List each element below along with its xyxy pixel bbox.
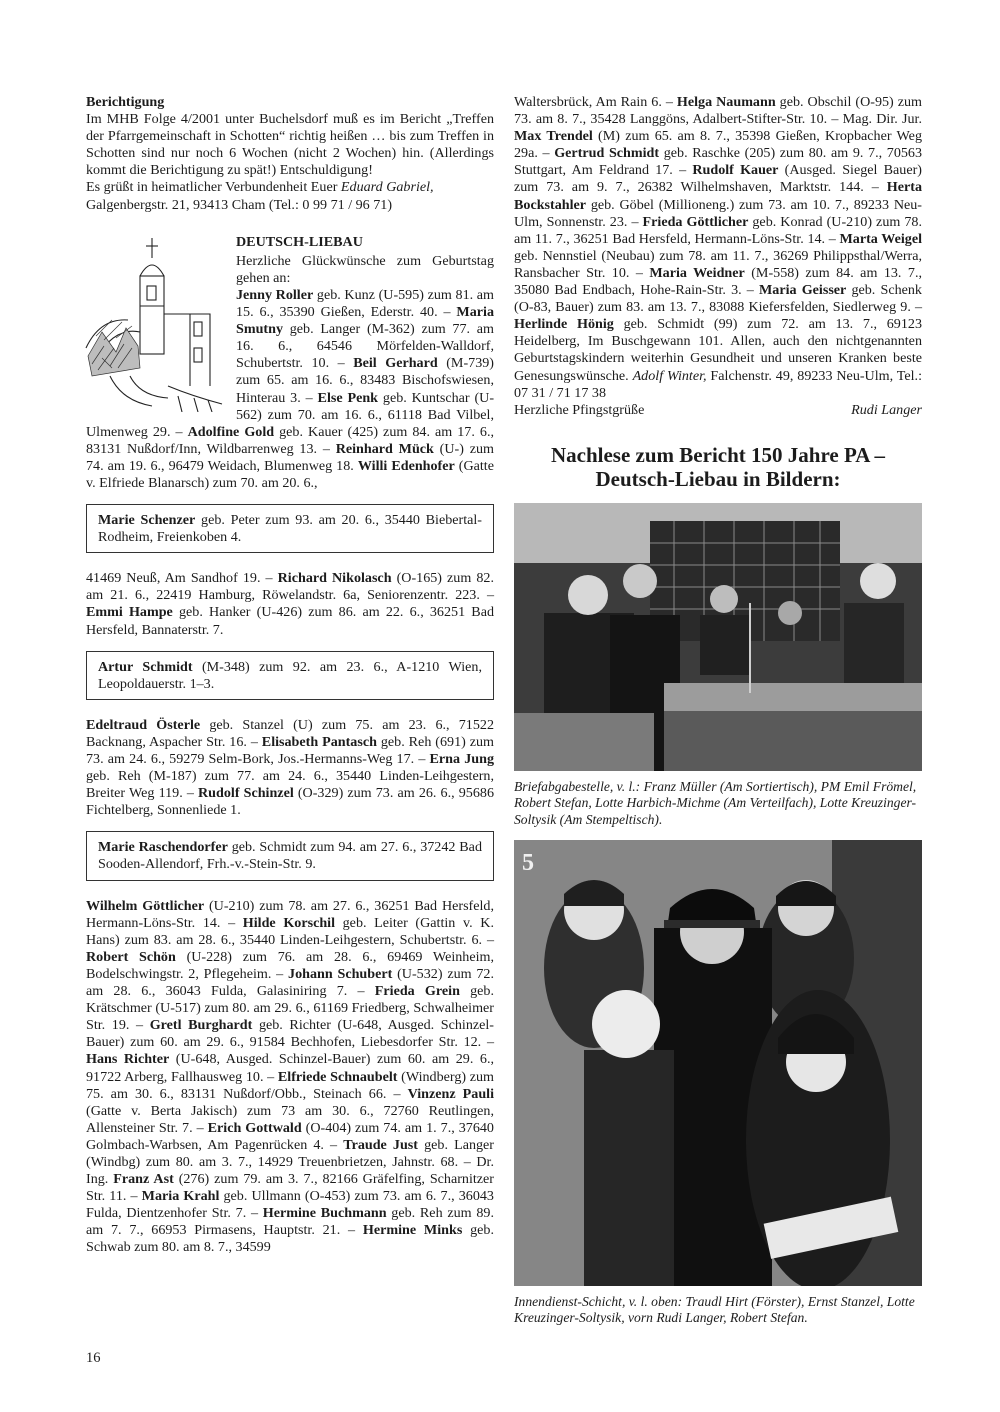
highlight-box-schmidt (86, 651, 494, 700)
caption-photo-1: Briefabgabestelle, v. l.: Franz Müller (Am Sortiertisch), PM Emil Frömel, Robert Stefan, Lotte Harbich-Michme (Am Verteilfach), Lotte Kreuzinger-Soltysik (Am Stempeltisch). (514, 778, 917, 827)
greetings-row (514, 402, 922, 419)
deutsch-liebau-heading: DEUTSCH-LIEBAU (236, 233, 363, 250)
berichtigung-text: Im MHB Folge 4/2001 unter Buchelsdorf muß es im Bericht „Treffen der Pfarrgemeinschaft in Schotten“ richtig heißen … bis zum Treffen in Schotten sind nur noch 6 Wochen (nicht 2 Wochen) hin. (Allerdings kommt die Berichtigung zu spät!) Entschuldigung! (86, 111, 494, 179)
photo-number-label: 5 (522, 850, 534, 876)
deutsch-liebau-intro: Herzliche Glückwünsche zum Geburtstag gehen an: (236, 252, 494, 286)
birthday-list-2: 41469 Neuß, Am Sandhof 19. – Richard Nikolasch (O-165) zum 82. am 21. 6., 22419 Hamburg, Röwelandstr. 6a, Seniorenzentr. 223. – Emmi Hampe geb. Hanker (U-426) zum 86. am 22. 6., 36251 Bad Hersfeld, Bannaterstr. 7. (86, 570, 494, 638)
berichtigung-greeting: Es grüßt in heimatlicher Verbundenheit Euer Eduard Gabriel, Galgenbergstr. 21, 93413 Cham (Tel.: 0 99 71 / 96 71) (86, 179, 434, 213)
right-column (514, 94, 922, 1327)
highlight-box-schenzer (86, 504, 494, 553)
left-column (86, 94, 494, 1257)
signature-rudi-langer: Rudi Langer (851, 401, 922, 418)
box-raschendorfer-text: Marie Raschendorfer geb. Schmidt zum 94. am 27. 6., 37242 Bad Sooden-Allendorf, Frh.-v.-Stein-Str. 9. (98, 839, 482, 873)
photo-innendienst-schicht (514, 840, 922, 1286)
highlight-box-raschendorfer (86, 831, 494, 880)
church-illustration (82, 236, 230, 412)
greetings-label: Herzliche Pfingstgrüße (514, 401, 645, 418)
section-title-nachlese: Nachlese zum Bericht 150 Jahre PA – Deutsch-Liebau in Bildern: (550, 442, 885, 491)
birthday-list-5: Waltersbrück, Am Rain 6. – Helga Naumann geb. Obschil (O-95) zum 73. am 8. 7., 35428 Langgöns, Adalbert-Stifter-Str. 10. – Mag. Dir. Jur. Max Trendel (M) zum 65. am 8. 7., 35398 Gießen, Kropbacher Weg 29a. – Gertrud Schmidt geb. Raschke (205) zum 80. am 9. 7., 70563 Stuttgart, Am Feldrand 17. – Rudolf Kauer (Ausged. Siegel Bauer) zum 73. am 9. 7., 26382 Wilhelmshaven, Marktstr. 144. – Herta Bockstahler geb. Göbel (Millioneng.) zum 73. am 10. 7., 89233 Neu-Ulm, Sonnenstr. 23. – Frieda Göttlicher geb. Konrad (U-210) zum 78. am 11. 7., 36251 Bad Hersfeld, Hermann-Löns-Str. 14. – Marta Weigel geb. Nennstiel (Neubau) zum 78. am 11. 7., 36269 Philippsthal/Werra, Ransbacher Str. 10. – Maria Weidner (M-558) zum 84. am 13. 7., 35080 Bad Endbach, Hohe-Rain-Str. 3. – Maria Geisser geb. Schenk (O-83, Bauer) zum 83. am 13. 7., 83088 Kiefersfelden, Siedlerweg 9. – Herlinde Hönig geb. Schmidt (99) zum 72. am 13. 7., 69123 Heidelberg, Im Buschgewann 101. Allen, auch den nichtgenannten Geburtstagskindern weiterhin Gesundheit und unseren Kranken beste Genesungswünsche. Adolf Winter, Falchenstr. 49, 89233 Neu-Ulm, Tel.: 07 31 / 71 17 38 (514, 94, 923, 401)
birthday-section-deutsch-liebau (86, 234, 494, 492)
berichtigung-heading: Berichtigung (86, 94, 165, 110)
birthday-list-3: Edeltraud Österle geb. Stanzel (U) zum 75. am 23. 6., 71522 Backnang, Aspacher Str. 16. – Elisabeth Pantasch geb. Reh (691) zum 73. am 24. 6., 59279 Selm-Bork, Jos.-Hermanns-Weg 17. – Erna Jung geb. Reh (M-187) zum 77. am 24. 6., 35440 Linden-Leihgestern, Breiter Weg 119. – Rudolf Schinzel (O-329) zum 73. am 26. 6., 95686 Fichtelberg, Sonnenliede 1. (86, 716, 494, 819)
photo-briefabgabestelle (514, 503, 922, 771)
birthday-list-4: Wilhelm Göttlicher (U-210) zum 78. am 27. 6., 36251 Bad Hersfeld, Hermann-Löns-Str. 14. – Hilde Korschil geb. Leiter (Gattin v. K. Hans) zum 83. am 28. 6., 35440 Linden-Leihgestern, Schubertstr. 6. – Robert Schön (U-228) zum 76. am 28. 6., 69469 Weinheim, Bodelschwingstr. 2, Pflegeheim. – Johann Schubert (U-532) zum 72. am 28. 6., 36043 Fulda, Galasiniring 7. – Frieda Grein geb. Krätschmer (U-517) zum 80. am 29. 6., 61169 Friedberg, Schwalheimer Str. 19. – Gretl Burghardt geb. Richter (U-648, Ausged. Schinzel-Bauer) zum 60. am 29. 6., 91584 Bechhofen, Liebesdorfer Str. 12. – Hans Richter (U-648, Ausged. Schinzel-Bauer) zum 60. am 29. 6., 91722 Arberg, Fallhausweg 10. – Elfriede Schnaubelt (Windberg) zum 75. am 30. 6., 83131 Nußdorf/Obb., Steinach 66. – Vinzenz Pauli (Gatte v. Berta Jakisch) zum 73 am 30. 6., 72760 Reutlingen, Allensteiner Str. 7. – Erich Gottwald (O-404) zum 74. am 1. 7., 37640 Golmbach-Warbsen, Am Pagenrücken 4. – Traude Just geb. Langer (Windbg) zum 80. am 3. 7., 14929 Treuenbrietzen, Jahnstr. 68. – Dr. Ing. Franz Ast (276) zum 79. am 3. 7., 82166 Gräfelfing, Scharnitzer Str. 11. – Maria Krahl geb. Ullmann (O-453) zum 73. am 6. 7., 36043 Fulda, Dientzenhofer Str. 7. – Hermine Buchmann geb. Reh zum 89. am 7. 7., 66953 Pirmasens, Hauptstr. 21. – Hermine Minks geb. Schwab zum 80. am 8. 7., 34599 (86, 897, 495, 1256)
caption-photo-2: Innendienst-Schicht, v. l. oben: Traudl Hirt (Förster), Ernst Stanzel, Lotte Kreuzinger-Soltysik, vorn Rudi Langer, Robert Stefan. (514, 1294, 915, 1326)
page-number: 16 (86, 1350, 101, 1366)
box-schmidt-text: Artur Schmidt (M-348) zum 92. am 23. 6., A-1210 Wien, Leopoldauerstr. 1–3. (98, 658, 482, 692)
box-schenzer-text: Marie Schenzer geb. Peter zum 93. am 20. 6., 35440 Biebertal-Rodheim, Freienkoben 4. (98, 512, 483, 546)
birthday-list-1: Jenny Roller geb. Kunz (U-595) zum 81. am 15. 6., 35390 Gießen, Ederstr. 40. – Maria Smutny geb. Langer (M-362) zum 77. am 16. 6., 64546 Mörfelden-Walldorf, Schubertstr. 10. – Beil Gerhard (M-739) zum 65. am 16. 6., 83483 Bischofswiesen, Hinterau 3. – Else Penk geb. Kuntschar (U-562) zum 70. am 16. 6., 61118 Bad Vilbel, Ulmenweg 29. – Adolfine Gold geb. Kauer (425) zum 84. am 17. 6., 83131 Nußdorf/Inn, Wildbarrenweg 13. – Reinhard Mück (U-) zum 74. am 19. 6., 96479 Weidach, Blumenweg 18. Willi Edenhofer (Gatte v. Elfriede Blanarsch) zum 70. am 20. 6., (86, 286, 495, 491)
signature-eduard-gabriel: Eduard Gabriel, (340, 179, 434, 196)
